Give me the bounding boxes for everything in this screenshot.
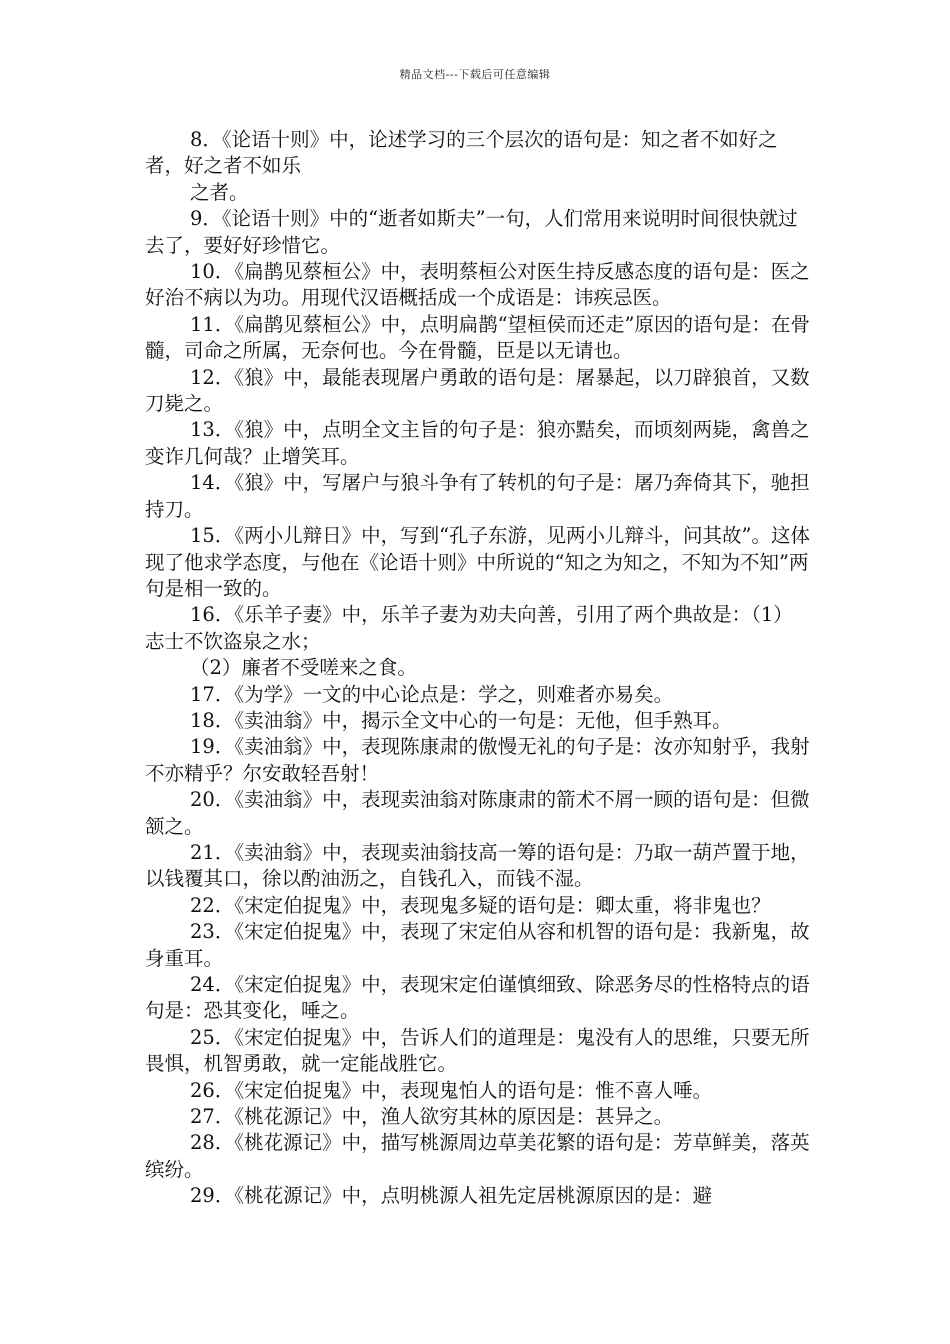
paragraph: 18．《卖油翁》中，揭示全文中心的一句是：无他，但手熟耳。 bbox=[190, 708, 732, 732]
paragraph: 之者。 bbox=[190, 180, 249, 204]
paragraph: 13．《狼》中，点明全文主旨的句子是：狼亦黠矣，而顷刻两毙，禽兽之变诈几何哉？止增笑耳。 bbox=[145, 418, 810, 468]
paragraph: 12．《狼》中，最能表现屠户勇敢的语句是：屠暴起，以刀辟狼首，又数刀毙之。 bbox=[145, 365, 810, 416]
paragraph: 9．《论语十则》中的“逝者如斯夫”一句，人们常用来说明时间很快就过去了，要好好珍惜它。 bbox=[145, 207, 798, 257]
paragraph: 26．《宋定伯捉鬼》中，表现鬼怕人的语句是：惟不喜人唾。 bbox=[190, 1078, 713, 1102]
paragraph: 20．《卖油翁》中，表现卖油翁对陈康肃的箭术不屑一顾的语句是：但微颔之。 bbox=[145, 788, 810, 838]
paragraph: 29．《桃花源记》中，点明桃源人祖先定居桃源原因的是：避 bbox=[190, 1184, 713, 1208]
paragraph: （2）廉者不受嗟来之食。 bbox=[190, 656, 417, 680]
paragraph: 24．《宋定伯捉鬼》中，表现宋定伯谨慎细致、除恶务尽的性格特点的语句是：恐其变化，唾之。 bbox=[145, 973, 810, 1023]
document-body bbox=[145, 127, 810, 1210]
paragraph: 8．《论语十则》中，论述学习的三个层次的语句是：知之者不如好之者，好之者不如乐 bbox=[145, 128, 778, 178]
paragraph: 22．《宋定伯捉鬼》中，表现鬼多疑的语句是：卿太重，将非鬼也？ bbox=[190, 893, 771, 917]
paragraph: 28．《桃花源记》中，描写桃源周边草美花繁的语句是：芳草鲜美，落英缤纷。 bbox=[145, 1131, 810, 1181]
page-header: 精品文档---下载后可任意编辑 bbox=[399, 68, 551, 81]
paragraph: 27．《桃花源记》中，渔人欲穷其林的原因是：甚异之。 bbox=[190, 1105, 674, 1129]
paragraph: 17．《为学》一文的中心论点是：学之，则难者亦易矣。 bbox=[190, 682, 674, 706]
paragraph: 15．《两小儿辩日》中，写到“孔子东游，见两小儿辩斗，问其故”。这体现了他求学态度，与他在《论语十则》中所说的“知之为知之，不知为不知”两句是相一致的。 bbox=[145, 524, 811, 600]
paragraph: 10．《扁鹊见蔡桓公》中，表明蔡桓公对医生持反感态度的语句是：医之好治不病以为功。用现代汉语概括成一个成语是：讳疾忌医。 bbox=[145, 260, 810, 310]
paragraph: 21．《卖油翁》中，表现卖油翁技高一筹的语句是：乃取一葫芦置于地，以钱覆其口，徐以酌油沥之，自钱孔入，而钱不湿。 bbox=[145, 840, 810, 891]
paragraph: 14．《狼》中，写屠户与狼斗争有了转机的句子是：屠乃奔倚其下，驰担持刀。 bbox=[145, 471, 810, 521]
paragraph: 19．《卖油翁》中，表现陈康肃的傲慢无礼的句子是：汝亦知射乎，我射不亦精乎？尔安敢轻吾射！ bbox=[145, 735, 810, 785]
paragraph: 16．《乐羊子妻》中，乐羊子妻为劝夫向善，引用了两个典故是：（1）志士不饮盗泉之水； bbox=[145, 603, 793, 653]
paragraph: 25．《宋定伯捉鬼》中，告诉人们的道理是：鬼没有人的思维，只要无所畏惧，机智勇敢，就一定能战胜它。 bbox=[145, 1025, 810, 1076]
paragraph: 23．《宋定伯捉鬼》中，表现了宋定伯从容和机智的语句是：我新鬼，故身重耳。 bbox=[145, 920, 810, 970]
paragraph: 11．《扁鹊见蔡桓公》中，点明扁鹊“望桓侯而还走”原因的语句是：在骨髓，司命之所属，无奈何也。今在骨髓，臣是以无请也。 bbox=[145, 312, 811, 363]
